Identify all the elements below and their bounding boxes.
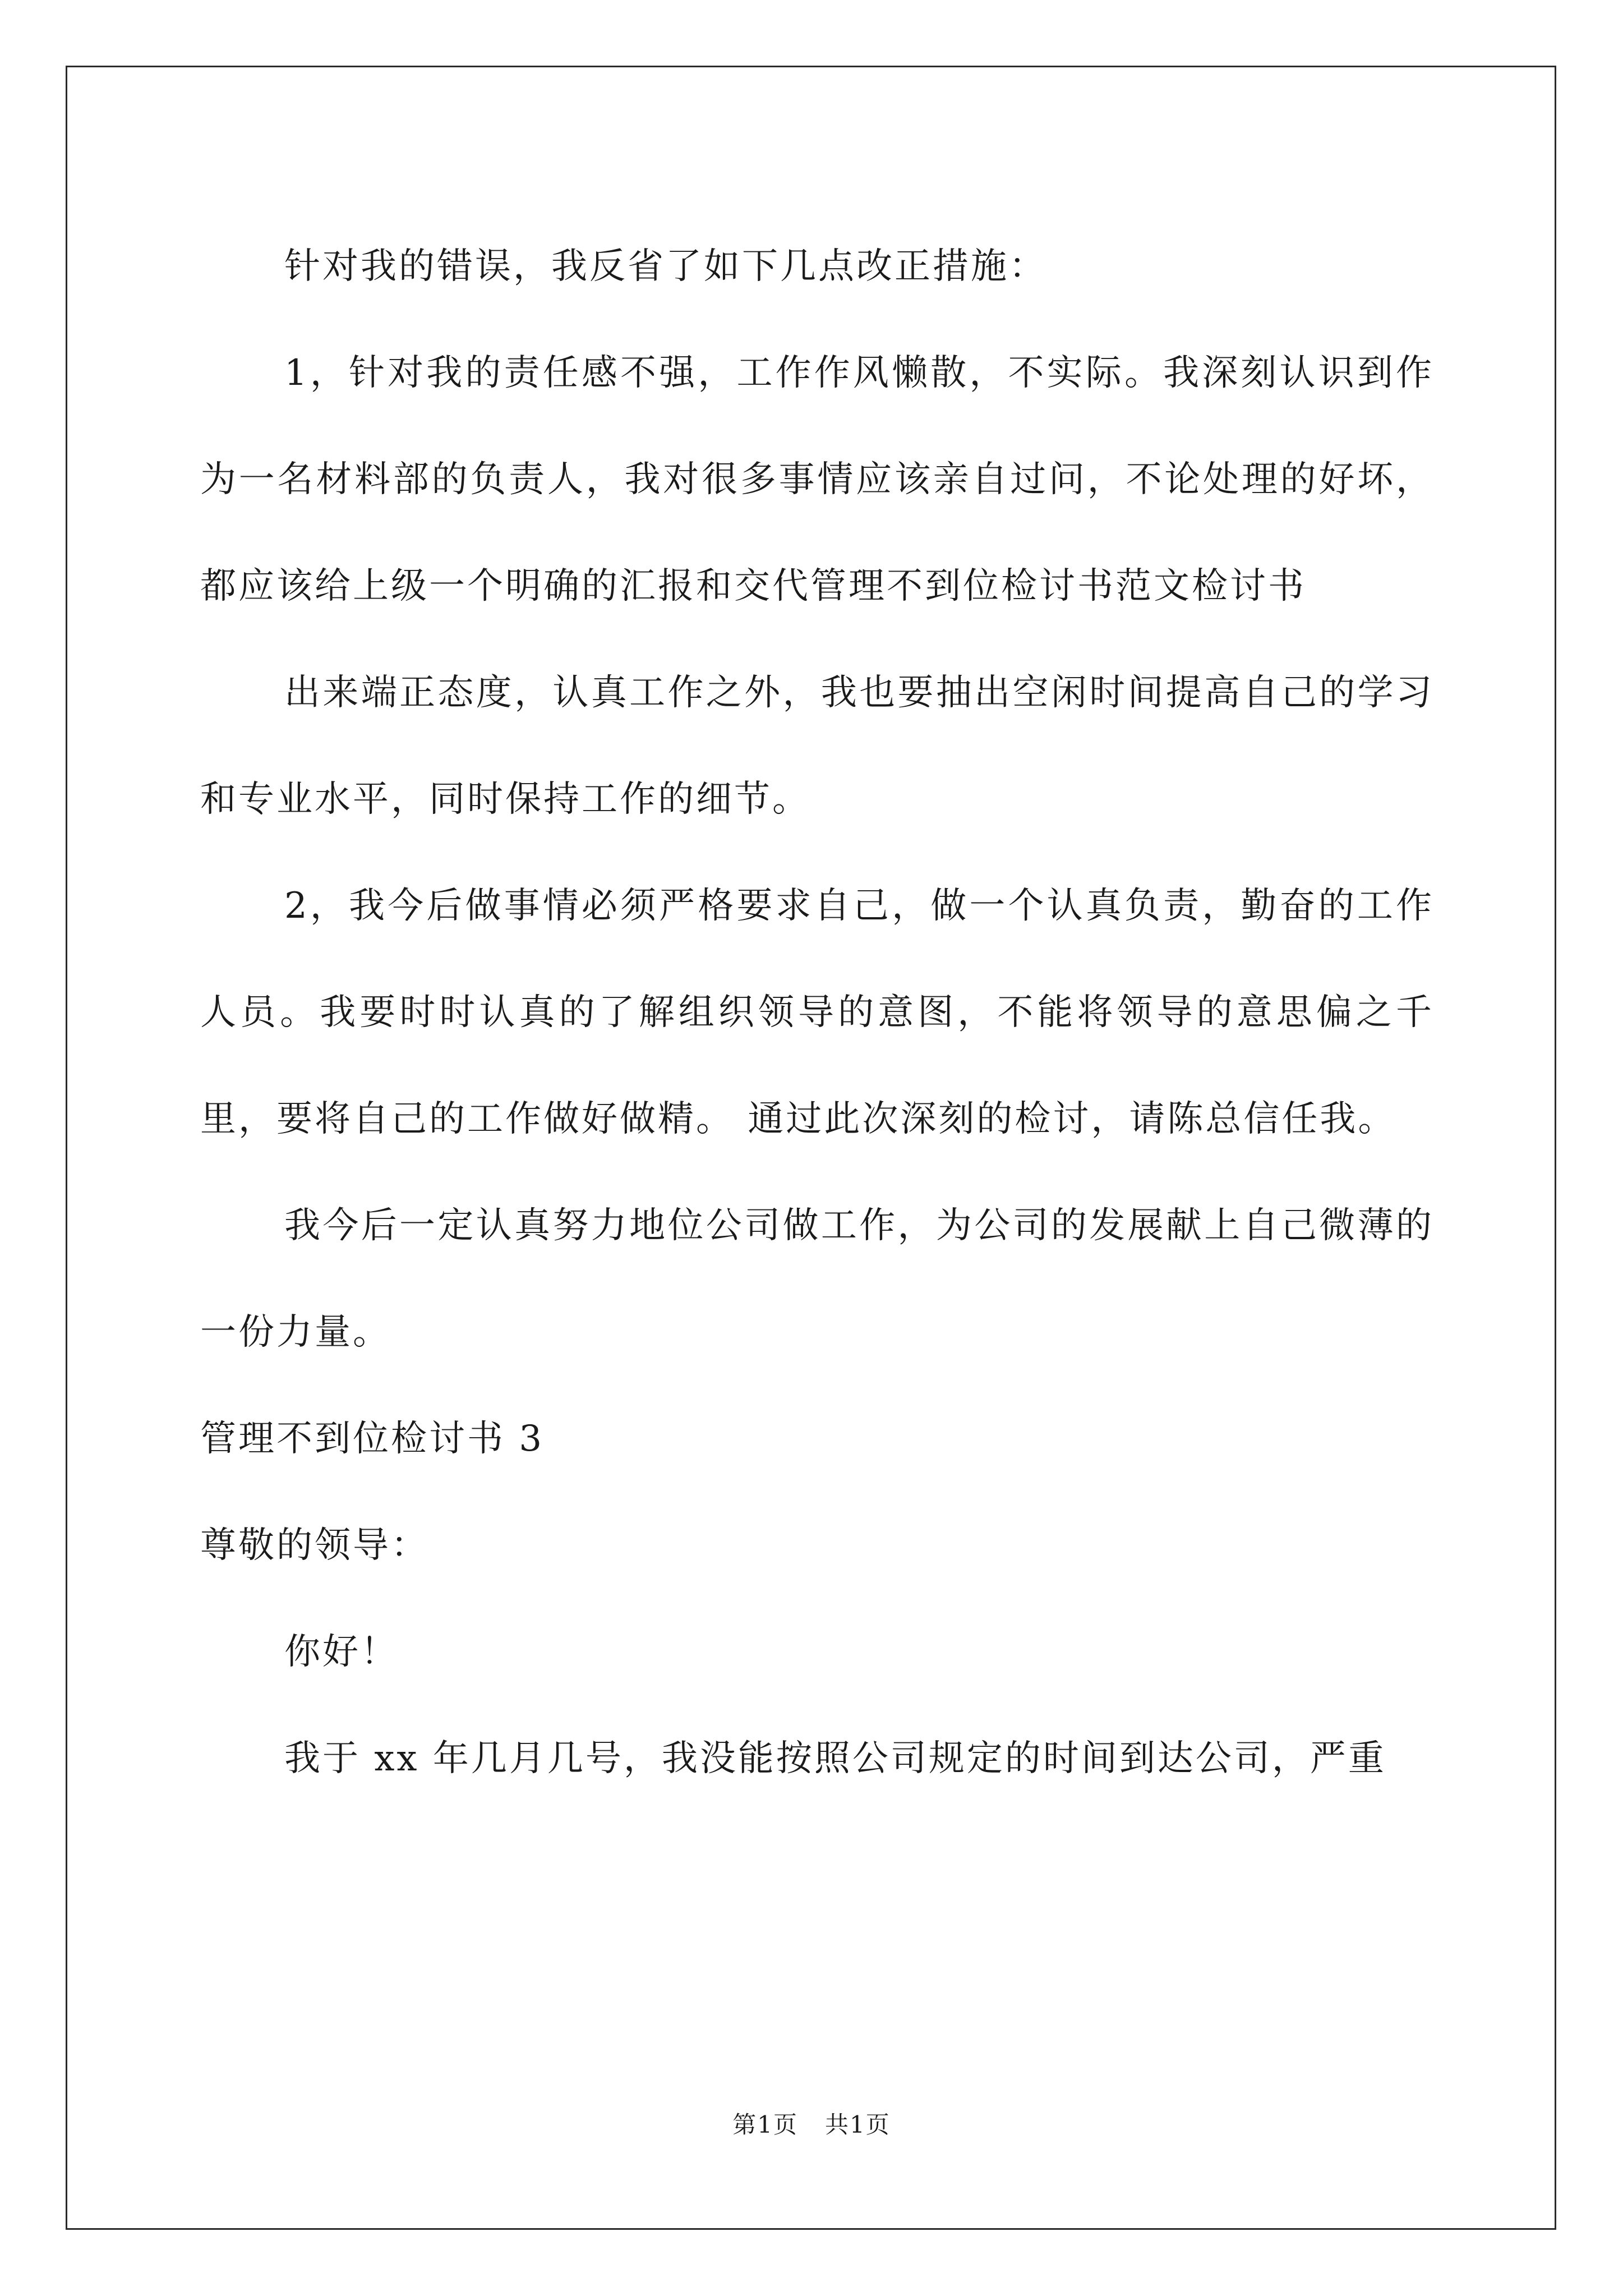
page-total: 共1页 <box>825 2111 891 2138</box>
document-body <box>200 213 1434 1812</box>
salutation: 尊敬的领导： <box>200 1525 429 1566</box>
paragraph-point-1: 1，针对我的责任感不强，工作作风懒散，不实际。我深刻认识到作为一名材料部的负责人，我对很多事情应该亲自过问，不论处理的好坏，都应该给上级一个明确的汇报和交代管理不到位检讨书范文检讨书 <box>200 352 1434 607</box>
paragraph-commitment: 我今后一定认真努力地位公司做工作，为公司的发展献上自己微薄的一份力量。 <box>200 1205 1434 1353</box>
page-number: 第1页 <box>732 2111 798 2138</box>
paragraph-attitude: 出来端正态度，认真工作之外，我也要抽出空闲时间提高自己的学习和专业水平，同时保持工作的细节。 <box>200 672 1434 820</box>
paragraph-point-2: 2，我今后做事情必须严格要求自己，做一个认真负责，勤奋的工作人员。我要时时认真的了解组织领导的意图，不能将领导的意思偏之千里，要将自己的工作做好做精。 通过此次深刻的检讨，请陈总信任我。 <box>200 885 1434 1140</box>
paragraph-intro: 针对我的错误，我反省了如下几点改正措施： <box>284 246 1047 287</box>
page-footer <box>0 2106 1623 2140</box>
section-heading: 管理不到位检讨书 3 <box>200 1418 545 1460</box>
greeting: 你好！ <box>284 1631 399 1673</box>
paragraph-incident: 我于 xx 年几月几号，我没能按照公司规定的时间到达公司，严重 <box>284 1738 1386 1779</box>
